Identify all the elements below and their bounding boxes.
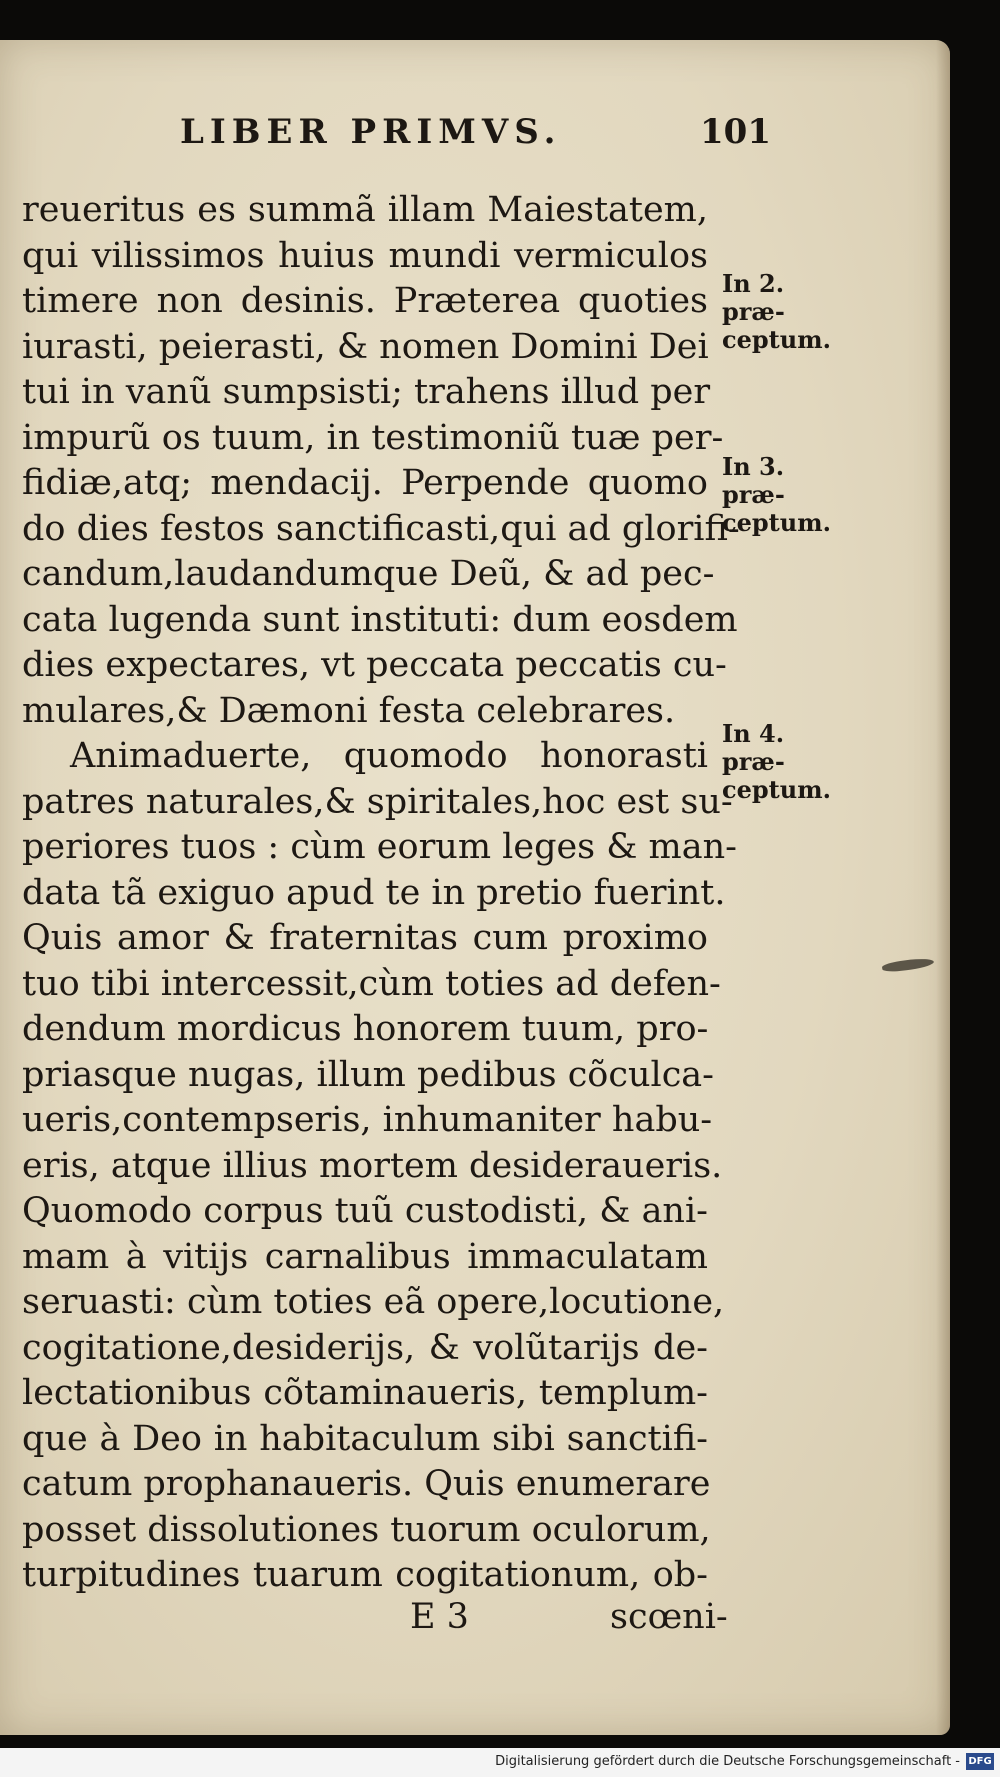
text-line: Animaduerte, quomodo honorasti xyxy=(70,736,708,776)
margin-note xyxy=(722,720,852,804)
text-line: do dies festos sanctificasti,qui ad glorifi- xyxy=(22,508,740,549)
text-line: mam à vitijs carnalibus immaculatam xyxy=(22,1236,708,1277)
page-header xyxy=(180,112,900,172)
text-line: lectationibus cõtaminaueris, templum- xyxy=(22,1373,708,1413)
text-line: qui vilissimos huius mundi vermiculos xyxy=(22,235,708,276)
text-line: data tã exiguo apud te in pretio fuerint. xyxy=(22,872,726,913)
text-line: patres naturales,& spiritales,hoc est su- xyxy=(22,781,733,822)
dfg-logo-icon: DFG xyxy=(966,1753,994,1770)
text-line: ueris,contempseris, inhumaniter habu- xyxy=(22,1100,713,1140)
text-line: Quis amor & fraternitas cum proximo xyxy=(22,918,708,958)
margin-note-line: In 2. præ- xyxy=(722,269,785,326)
page-number: 101 xyxy=(700,112,771,152)
body-text xyxy=(22,188,831,1599)
text-line: reueritus es summã illam Maiestatem, xyxy=(22,190,708,230)
margin-note-line: ceptum. xyxy=(722,775,831,804)
text-line: posset dissolutiones tuorum oculorum, xyxy=(22,1509,711,1550)
catchword: scœni- xyxy=(610,1597,728,1637)
book-page xyxy=(0,40,950,1735)
running-title: LIBER PRIMVS. xyxy=(180,112,562,152)
text-line: catum prophanaueris. Quis enumerare xyxy=(22,1464,711,1504)
text-line: timere non desinis. Præterea quoties xyxy=(22,281,708,321)
margin-note-line: In 3. præ- xyxy=(722,452,785,509)
margin-note xyxy=(722,453,852,537)
ink-mark xyxy=(882,956,935,973)
text-line: eris, atque illius mortem desideraueris. xyxy=(22,1145,723,1186)
text-line: seruasti: cùm toties eã opere,locutione, xyxy=(22,1282,725,1322)
text-line: iurasti, peierasti, & nomen Domini Dei xyxy=(22,326,709,367)
text-line: periores tuos : cùm eorum leges & man- xyxy=(22,827,737,867)
text-line: turpitudines tuarum cogitationum, ob- xyxy=(22,1555,708,1595)
text-line: dendum mordicus honorem tuum, pro- xyxy=(22,1009,709,1049)
text-line: fidiæ,atq; mendacij. Perpende quomo xyxy=(22,463,708,503)
text-line: cogitatione,desiderijs, & volũtarijs de- xyxy=(22,1327,708,1368)
margin-note-line: ceptum. xyxy=(722,508,831,537)
text-line: mulares,& Dæmoni festa celebrares. xyxy=(22,690,676,731)
text-line: candum,laudandumque Deũ, & ad pec- xyxy=(22,554,715,594)
text-line: tui in vanũ sumpsisti; trahens illud per xyxy=(22,372,711,412)
text-line: dies expectares, vt peccata peccatis cu- xyxy=(22,645,727,685)
signature-mark: E 3 xyxy=(410,1597,469,1637)
text-line: cata lugenda sunt instituti: dum eosdem xyxy=(22,599,738,640)
text-line: que à Deo in habitaculum sibi sanctifi- xyxy=(22,1418,708,1459)
margin-note xyxy=(722,270,852,354)
text-line: impurũ os tuum, in testimoniũ tuæ per- xyxy=(22,417,724,458)
text-line: tuo tibi intercessit,cùm toties ad defen- xyxy=(22,963,721,1004)
text-line: Quomodo corpus tuũ custodisti, & ani- xyxy=(22,1191,708,1231)
footer-credit: Digitalisierung gefördert durch die Deutsche Forschungsgemeinschaft - xyxy=(495,1754,960,1769)
margin-note-line: In 4. præ- xyxy=(722,719,785,776)
margin-note-line: ceptum. xyxy=(722,325,831,354)
text-line: priasque nugas, illum pedibus cõculca- xyxy=(22,1054,715,1095)
footer-bar xyxy=(0,1748,1000,1777)
